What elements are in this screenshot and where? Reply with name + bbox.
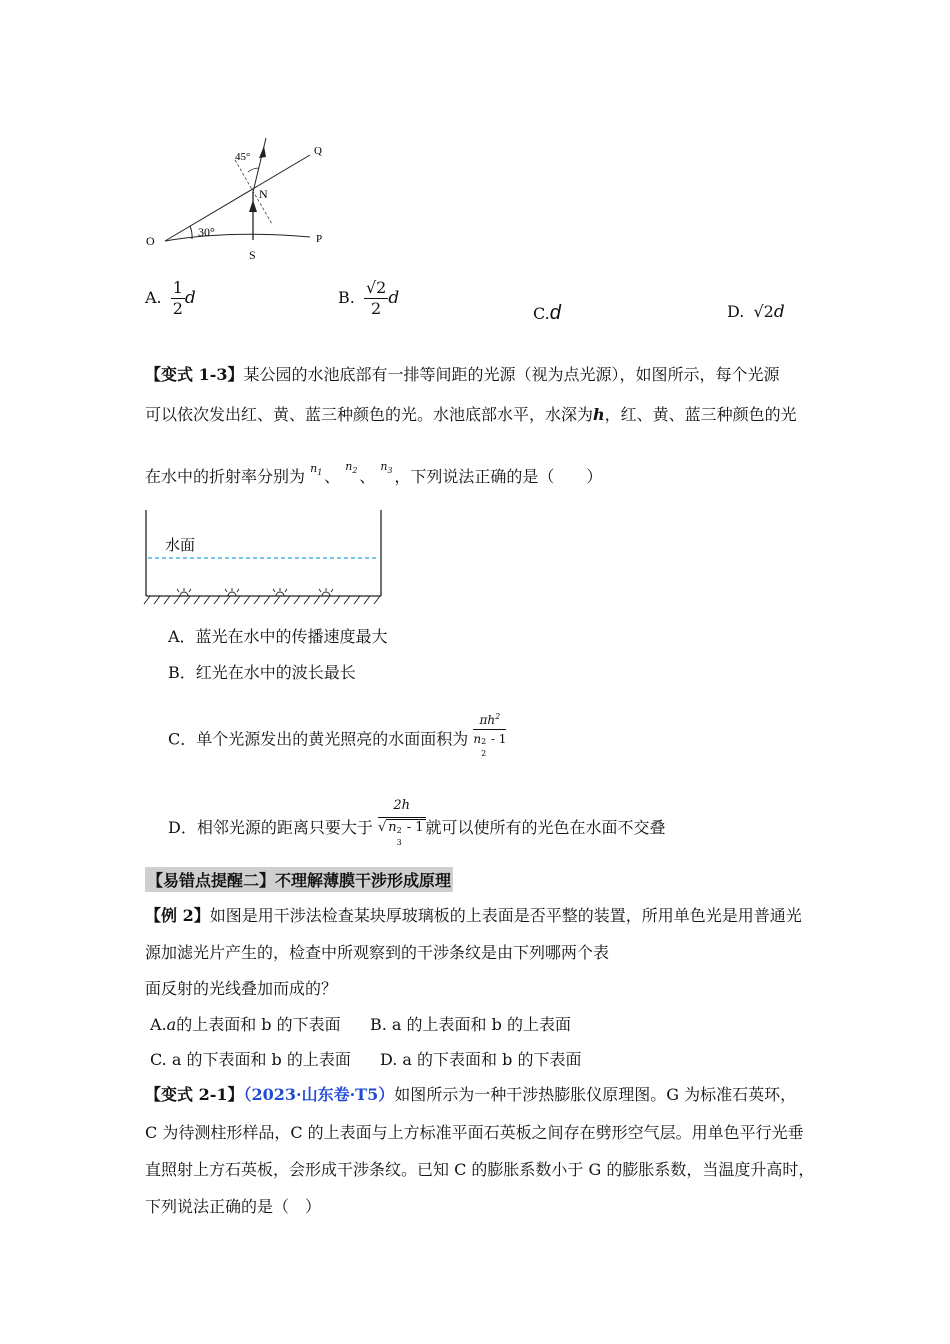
- bottom-hatching: [144, 596, 380, 604]
- example2-option-b[interactable]: B. a 的上表面和 b 的上表面: [370, 1015, 571, 1034]
- arrow-up-icon: [249, 200, 257, 212]
- v13-option-b[interactable]: B．红光在水中的波长最长: [168, 663, 356, 682]
- v21-line2: C 为待测柱形样品，C 的上表面与上方标准平面石英板之间存在劈形空气层。用单色平行光垂: [145, 1123, 804, 1142]
- option-c[interactable]: C.d: [533, 302, 561, 324]
- v13-tag: 【变式 1-3】: [145, 365, 244, 384]
- ray-refracted: [253, 138, 266, 192]
- example2-line3: 面反射的光线叠加而成的？: [145, 979, 338, 998]
- option-a[interactable]: A. $\frac{1}{2}$ d: [145, 278, 196, 318]
- label-q: Q: [314, 145, 322, 157]
- label-n: N: [259, 187, 268, 201]
- fraction-half: $\frac{1}{2}$: [172, 278, 183, 318]
- v13-line1: 【变式 1-3】某公园的水池底部有一排等间距的光源（视为点光源），如图所示，每个光源: [145, 365, 780, 384]
- label-45: 45°: [235, 151, 251, 163]
- v13-line3: 在水中的折射率分别为 $n_1$ 、 $n_2$ 、 $n_3$ ，下列说法正确的是（ ）: [145, 460, 603, 486]
- example2-tag: 【例 2】: [145, 906, 210, 925]
- option-b-label: B.: [338, 288, 355, 307]
- line-op: [165, 234, 310, 241]
- example2-line1: 【例 2】如图是用干涉法检查某块厚玻璃板的上表面是否平整的装置，所用单色光是用普通光: [145, 906, 802, 925]
- label-o: O: [146, 234, 155, 248]
- reminder-heading: 【易错点提醒二】不理解薄膜干涉形成原理: [145, 867, 453, 892]
- pool-diagram: [140, 508, 385, 608]
- water-surface-label: 水面: [165, 536, 196, 554]
- option-a-label: A.: [145, 288, 162, 307]
- v13-option-c[interactable]: C．单个光源发出的黄光照亮的水面面积为 $\pi h^2$ n 2 2 - 1: [168, 720, 506, 760]
- light-source-icon: [177, 588, 191, 596]
- line-oq: [165, 155, 310, 241]
- label-30: 30°: [198, 225, 215, 239]
- fraction-area: $\pi h^2$ n 2 2 - 1: [473, 708, 506, 748]
- example2-option-d[interactable]: D. a 的下表面和 b 的下表面: [380, 1050, 582, 1069]
- v21-line4: 下列说法正确的是（ ）: [145, 1197, 322, 1216]
- fraction-root2-over-2: $\frac{√2}{2}$: [365, 278, 387, 318]
- light-source-icon: [273, 588, 287, 596]
- v21-line1: 【变式 2-1】（2023·山东卷·T5）如图所示为一种干涉热膨胀仪原理图。G 为标准石英环，: [145, 1085, 797, 1104]
- option-d[interactable]: D. √2d: [727, 302, 785, 322]
- v21-line3: 直照射上方石英板，会形成干涉条纹。已知 C 的膨胀系数小于 G 的膨胀系数，当温度升高时，: [145, 1160, 815, 1179]
- option-b[interactable]: B. $\frac{√2}{2}$ d: [338, 278, 400, 318]
- option-c-label: C.: [533, 304, 550, 323]
- angle-arc-45: [248, 168, 259, 172]
- label-s: S: [249, 248, 256, 262]
- v13-option-a[interactable]: A．蓝光在水中的传播速度最大: [168, 627, 388, 646]
- v21-source: （2023·山东卷·T5）: [243, 1085, 395, 1104]
- v13-option-d[interactable]: D．相邻光源的距离只要大于 2h √ n 2 3 - 1 就可以使所有的光色在水面不交叠: [168, 807, 666, 850]
- fraction-distance: 2h √ n 2 3 - 1: [378, 795, 426, 838]
- light-source-icon: [225, 588, 239, 596]
- example2-option-a[interactable]: A.a的上表面和 b 的下表面: [150, 1015, 341, 1034]
- light-source-icon: [319, 588, 333, 596]
- v13-line2: 可以依次发出红、黄、蓝三种颜色的光。水池底部水平，水深为h，红、黄、蓝三种颜色的光: [145, 405, 797, 424]
- option-d-label: D.: [727, 302, 745, 321]
- example2-line2: 源加滤光片产生的，检查中所观察到的干涉条纹是由下列哪两个表: [145, 943, 610, 962]
- example2-option-c[interactable]: C. a 的下表面和 b 的上表面: [150, 1050, 351, 1069]
- refraction-diagram: [140, 130, 340, 265]
- v21-tag: 【变式 2-1】: [145, 1085, 244, 1104]
- arrow-refracted-icon: [259, 146, 266, 158]
- label-p: P: [316, 233, 323, 245]
